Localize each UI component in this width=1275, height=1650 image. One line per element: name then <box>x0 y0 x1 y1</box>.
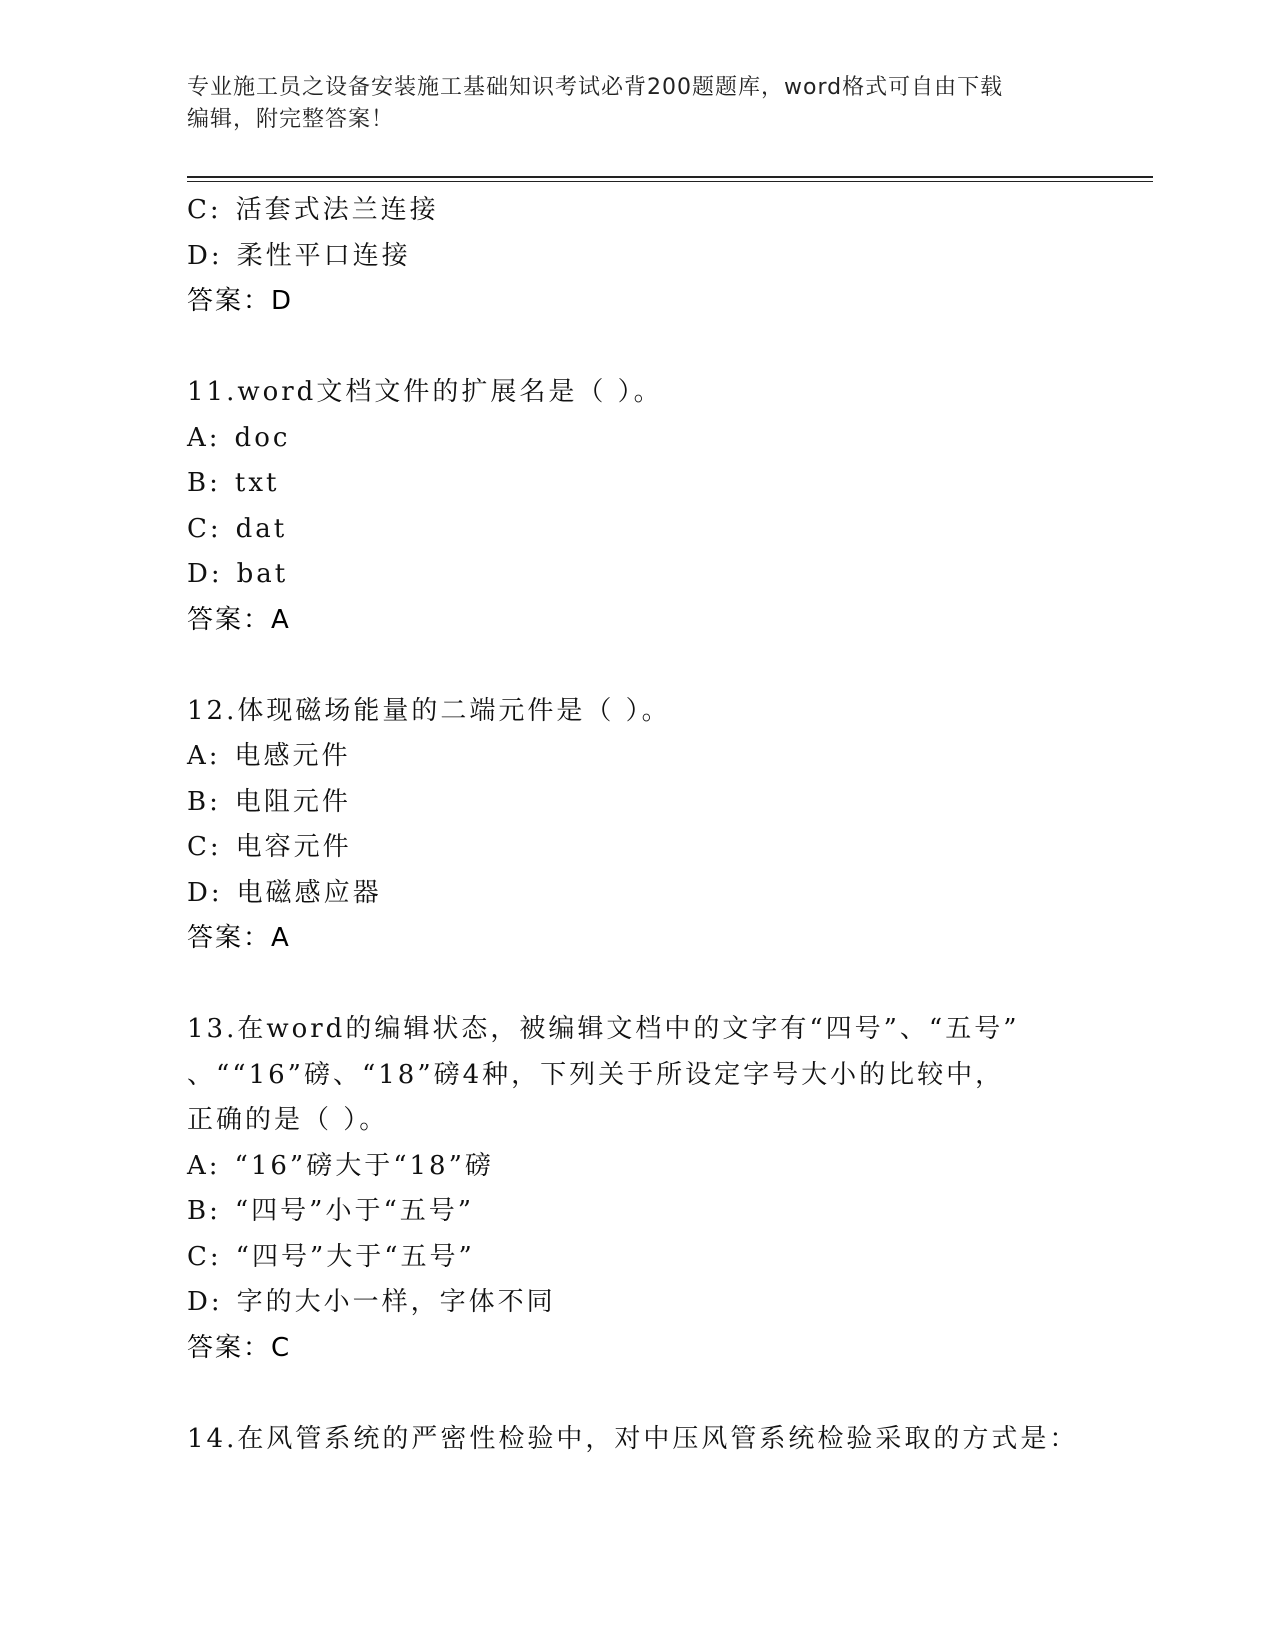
spacer <box>187 325 1067 371</box>
option-a: A: 电感元件 <box>187 741 351 771</box>
document-body <box>187 188 1079 1462</box>
option-a: A: “16”磅大于“18”磅 <box>187 1150 494 1181</box>
option-d: D: bat <box>187 559 289 589</box>
answer-line: 答案：A <box>187 604 291 635</box>
spacer <box>187 962 1067 1008</box>
question-stem-line-1: 13.在word的编辑状态，被编辑文档中的文字有“四号”、“五号” <box>187 1014 1020 1044</box>
answer-line: 答案：C <box>187 1332 292 1363</box>
question-13 <box>187 1007 1067 1371</box>
question-10-continuation <box>187 188 1067 325</box>
spacer <box>187 643 1067 689</box>
header-divider-thick <box>187 176 1153 178</box>
question-stem: 14.在风管系统的严密性检验中，对中压风管系统检验采取的方式是： <box>187 1423 1079 1454</box>
question-stem: 12.体现磁场能量的二端元件是（ ）。 <box>187 695 671 726</box>
header-divider-thin <box>187 181 1153 182</box>
option-c: C: 活套式法兰连接 <box>187 195 439 225</box>
question-14 <box>187 1417 1079 1463</box>
option-b: B: txt <box>187 468 280 498</box>
answer-line: 答案：A <box>187 923 291 953</box>
header-line-2: 编辑，附完整答案！ <box>187 107 395 132</box>
option-b: B: 电阻元件 <box>187 786 351 817</box>
option-c: C: 电容元件 <box>187 832 352 862</box>
option-a: A: doc <box>187 422 291 453</box>
question-stem-line-3: 正确的是（ ）。 <box>187 1105 389 1135</box>
spacer <box>187 1371 1067 1417</box>
document-header <box>187 72 1067 136</box>
option-c: C: “四号”大于“五号” <box>187 1241 475 1272</box>
option-b: B: “四号”小于“五号” <box>187 1196 475 1226</box>
answer-line: 答案：D <box>187 286 294 316</box>
question-stem: 11.word文档文件的扩展名是（ ）。 <box>187 377 663 407</box>
header-line-1: 专业施工员之设备安装施工基础知识考试必背200题题库，word格式可自由下载 <box>187 75 1004 100</box>
option-c: C: dat <box>187 513 288 544</box>
option-d: D: 柔性平口连接 <box>187 240 411 271</box>
option-d: D: 电磁感应器 <box>187 877 382 908</box>
question-11 <box>187 370 1067 643</box>
question-12 <box>187 689 1067 962</box>
question-stem-line-2: 、““16”磅、“18”磅4种，下列关于所设定字号大小的比较中， <box>187 1059 1005 1090</box>
option-d: D: 字的大小一样，字体不同 <box>187 1287 556 1317</box>
